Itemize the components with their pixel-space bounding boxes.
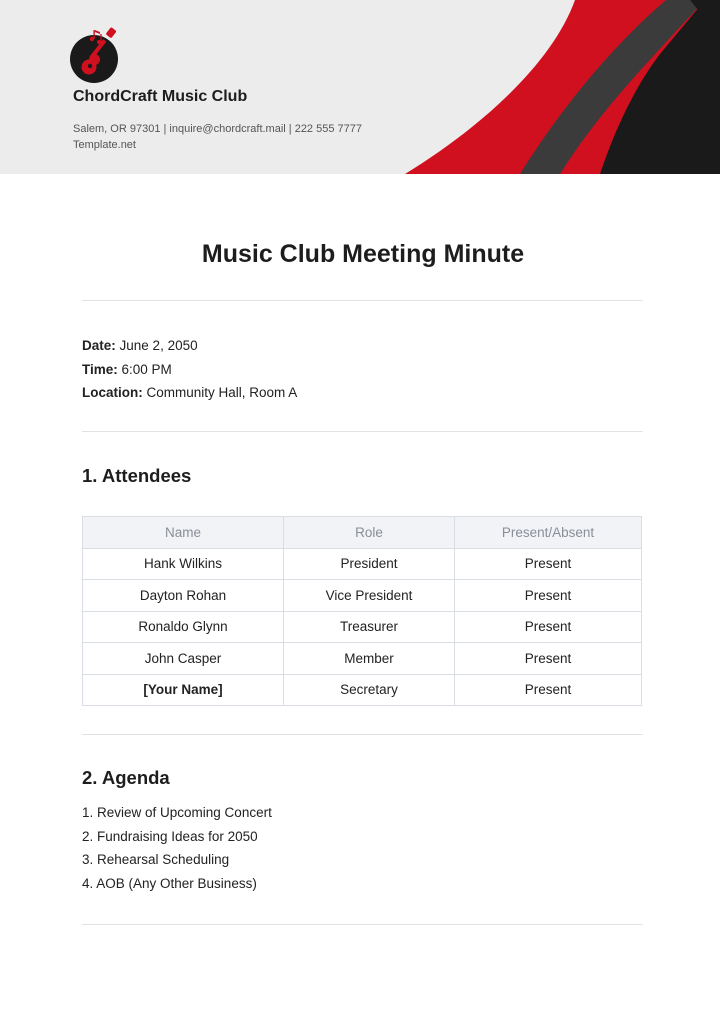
table-row — [83, 643, 642, 675]
divider — [82, 300, 643, 301]
attendee-status: Present — [455, 643, 642, 675]
location-row — [82, 381, 297, 405]
attendee-status: Present — [455, 548, 642, 580]
guitar-logo-icon — [70, 26, 124, 84]
attendee-name: John Casper — [83, 643, 284, 675]
location-label: Location: — [82, 385, 143, 400]
attendee-status: Present — [455, 611, 642, 643]
contact-line: Salem, OR 97301 | inquire@chordcraft.mail | 222 555 7777 — [73, 123, 362, 135]
contact-info — [73, 121, 362, 153]
time-row — [82, 358, 297, 382]
meeting-details — [82, 334, 297, 405]
attendees-heading: 1. Attendees — [82, 465, 192, 486]
website-text: Template.net — [73, 139, 136, 151]
attendee-role: Member — [284, 643, 455, 675]
agenda-list — [82, 801, 272, 895]
date-row — [82, 334, 297, 358]
agenda-heading: 2. Agenda — [82, 767, 170, 788]
attendee-name-placeholder: [Your Name] — [83, 674, 284, 706]
document-title: Music Club Meeting Minute — [201, 240, 525, 268]
list-item: 3. Rehearsal Scheduling — [82, 852, 230, 867]
attendees-table — [82, 516, 642, 706]
attendee-role: Treasurer — [284, 611, 455, 643]
attendee-status: Present — [455, 674, 642, 706]
column-header-role: Role — [284, 517, 455, 549]
table-header-row — [83, 517, 642, 549]
letterhead — [0, 0, 720, 174]
attendee-status: Present — [455, 580, 642, 612]
divider — [82, 924, 643, 925]
time-label: Time: — [82, 361, 118, 377]
list-item: 4. AOB (Any Other Business) — [82, 875, 257, 891]
time-value: 6:00 PM — [121, 361, 172, 377]
attendee-role: Secretary — [284, 674, 455, 706]
table-row — [83, 580, 642, 612]
attendee-name: Ronaldo Glynn — [83, 611, 284, 643]
divider — [82, 734, 643, 735]
attendee-name: Dayton Rohan — [83, 580, 284, 612]
table-row — [83, 674, 642, 706]
attendee-role: Vice President — [284, 580, 455, 612]
location-value: Community Hall, Room A — [146, 385, 298, 400]
divider — [82, 431, 643, 432]
attendee-role: President — [284, 548, 455, 580]
list-item: 2. Fundraising Ideas for 2050 — [82, 828, 258, 844]
attendee-name: Hank Wilkins — [83, 548, 284, 580]
club-name: ChordCraft Music Club — [73, 88, 248, 105]
date-label: Date: — [82, 338, 116, 353]
list-item: 1. Review of Upcoming Concert — [82, 805, 272, 820]
date-value: June 2, 2050 — [119, 338, 198, 353]
table-row — [83, 611, 642, 643]
column-header-status: Present/Absent — [455, 517, 642, 549]
table-row — [83, 548, 642, 580]
column-header-name: Name — [83, 517, 284, 549]
